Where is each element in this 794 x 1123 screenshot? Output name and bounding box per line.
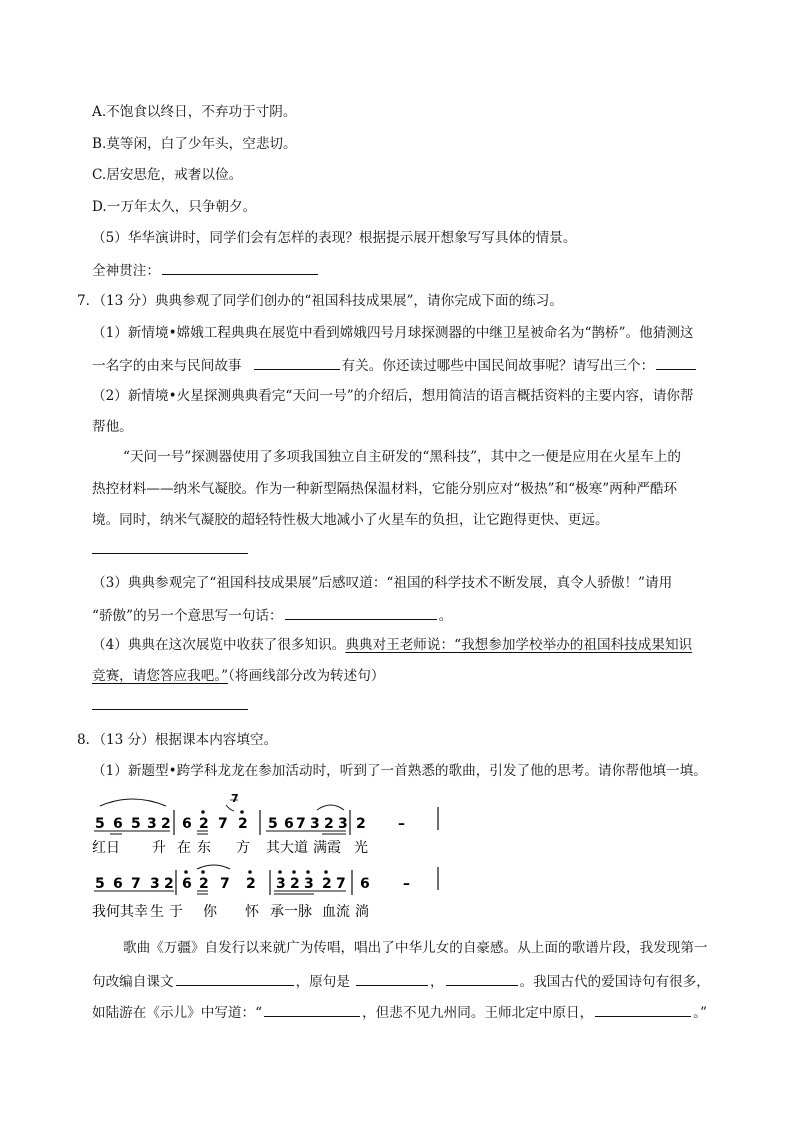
q7-3-text-a: “骄傲”的另一个意思写一句话：: [92, 608, 283, 624]
note: 2: [356, 816, 366, 832]
q7-2-line2: 帮他。: [92, 419, 133, 435]
note: 2: [324, 816, 334, 832]
note: 6: [113, 816, 123, 832]
lyric: 淌: [355, 904, 369, 920]
option-b: B.莫等闲，白了少年头，空悲切。: [92, 136, 297, 152]
q8-text-a: 句改编自课文: [92, 974, 174, 990]
lyric: 东: [197, 840, 211, 856]
q6-5-prompt: （5）华华演讲时，同学们会有怎样的表现？根据提示展开想象写写具体的情景。: [92, 230, 577, 246]
note: 7: [296, 816, 306, 832]
q7-4-underlined-1: 典典对王老师说：“我想参加学校举办的祖国科技成果知识: [345, 637, 693, 653]
lyric: 满霞: [313, 840, 341, 856]
note: 7: [131, 876, 141, 892]
q7-4-text-a: （4）典典在这次展览中收获了很多知识。: [92, 637, 346, 653]
score-row-1-lyrics: [92, 839, 368, 856]
q7-passage-1: “天问一号”探测器使用了多项我国独立自主研发的“黑科技”，其中之一便是应用在火星车上的: [123, 449, 681, 465]
q6-5-label: 全神贯注：: [92, 263, 160, 279]
option-c: C.居安思危，戒奢以俭。: [92, 167, 243, 183]
score-row-2: [94, 865, 438, 895]
note: 2: [199, 816, 209, 832]
q8-text-c: ，: [429, 974, 444, 990]
note: 3: [310, 816, 320, 832]
note: 3: [338, 816, 348, 832]
q8-song-line2: [92, 971, 710, 991]
note: 2: [238, 816, 248, 832]
note: 7: [218, 816, 228, 832]
q8-blank-orig-1[interactable]: [356, 971, 428, 986]
note: 3: [150, 876, 160, 892]
note: 5: [95, 876, 105, 892]
q7-4-underlined-2: 竞赛，请您答应我吧。”: [92, 668, 229, 684]
q7-4-text-b: （将画线部分改为转述句）: [228, 668, 385, 684]
note: 6: [284, 816, 294, 832]
q7-passage-3: 境。同时，纳米气凝胶的超轻特性极大地减小了火星车的负担，让它跑得更快、更远。: [92, 512, 609, 528]
lyric: 于: [169, 904, 183, 920]
q7-1-text-b: 有关。你还读过哪些中国民间故事呢？请写出三个：: [341, 358, 655, 374]
lyric: 血流: [322, 904, 350, 920]
q8-text-d: 。我国古代的爱国诗句有很多，: [519, 974, 710, 990]
q8-blank-orig-2[interactable]: [446, 971, 518, 986]
score-row-2-lyrics: [92, 903, 369, 920]
q8-1-prompt: （1）新题型•跨学科龙龙在参加活动时，听到了一首熟悉的歌曲，引发了他的思考。请你帮他填一填。: [92, 763, 707, 779]
q7-3-text-b: 。: [438, 608, 453, 624]
option-a: A.不饱食以终日，不弃功于寸阴。: [92, 104, 297, 120]
lyric: 光: [354, 840, 368, 856]
note: 7: [220, 876, 230, 892]
q7-passage-2: 热控材料——纳米气凝胶。作为一种新型隔热保温材料，它能分别应对“极热”和“极寒”两种严酷环: [92, 481, 678, 497]
note: 6: [113, 876, 123, 892]
q8-song-line3: [92, 1002, 707, 1022]
note: 2: [161, 816, 171, 832]
q8-blank-poem-2[interactable]: [595, 1002, 691, 1017]
lyric: 方: [236, 840, 250, 856]
note: 3: [147, 816, 157, 832]
lyric: 承一脉: [270, 904, 312, 920]
lyric: 在: [177, 840, 191, 856]
option-d: D.一万年太久，只争朝夕。: [92, 199, 257, 215]
note: 6: [182, 816, 192, 832]
q8-text-e: 如陆游在《示儿》中写道：“: [92, 1005, 263, 1021]
note: 7: [336, 876, 346, 892]
lyric: 我何其幸: [92, 904, 148, 920]
note: 5: [268, 816, 278, 832]
note: 2: [290, 876, 300, 892]
q7-1-text-a: 一名字的由来与民间故事: [92, 358, 242, 374]
note: 3: [304, 876, 314, 892]
q8-blank-poem-1[interactable]: [264, 1002, 360, 1017]
note: 2: [246, 876, 256, 892]
score-row-1: [94, 792, 438, 835]
dash: –: [398, 816, 405, 832]
q8-blank-lesson[interactable]: [176, 971, 294, 986]
lyric: 你: [203, 904, 217, 920]
lyric: 怀: [245, 904, 259, 920]
note: 2: [322, 876, 332, 892]
dash: –: [403, 876, 410, 892]
lyric: 生: [150, 904, 164, 920]
note: 2: [164, 876, 174, 892]
note: 6: [360, 876, 370, 892]
q7-2-line1: （2）新情境•火星探测典典看完“天问一号”的介绍后，想用简洁的语言概括资料的主要内容，请你帮: [92, 388, 694, 404]
q8-text-g: 。”: [693, 1005, 707, 1021]
lyric: 红日: [92, 840, 120, 856]
note: 3: [276, 876, 286, 892]
note: 6: [182, 876, 192, 892]
q7-1-line1: （1）新情境•嫦娥工程典典在展览中看到嫦娥四号月球探测器的中继卫星被命名为“鹊桥”。他猜测这: [92, 325, 694, 341]
lyric: 升: [152, 840, 166, 856]
grace-note: 7: [231, 792, 239, 805]
q7-title: 7．（13 分）典典参观了同学们创办的“祖国科技成果展”，请你完成下面的练习。: [77, 293, 563, 309]
note: 2: [199, 876, 209, 892]
q8-text-b: ，原句是: [295, 974, 350, 990]
note: 5: [95, 816, 105, 832]
q8-title: 8．（13 分）根据课本内容填空。: [77, 732, 278, 748]
q8-text-f: ，但悲不见九州同。王师北定中原日，: [362, 1005, 594, 1021]
q8-song-line1: 歌曲《万疆》自发行以来就广为传唱，唱出了中华儿女的自豪感。从上面的歌谱片段，我发现第一: [123, 940, 708, 956]
note: 5: [131, 816, 141, 832]
lyric: 其大道: [266, 840, 308, 856]
q7-3-line1: （3）典典参观完了“祖国科技成果展”后感叹道：“祖国的科学技术不断发展，真令人骄傲！”请用: [92, 575, 673, 591]
